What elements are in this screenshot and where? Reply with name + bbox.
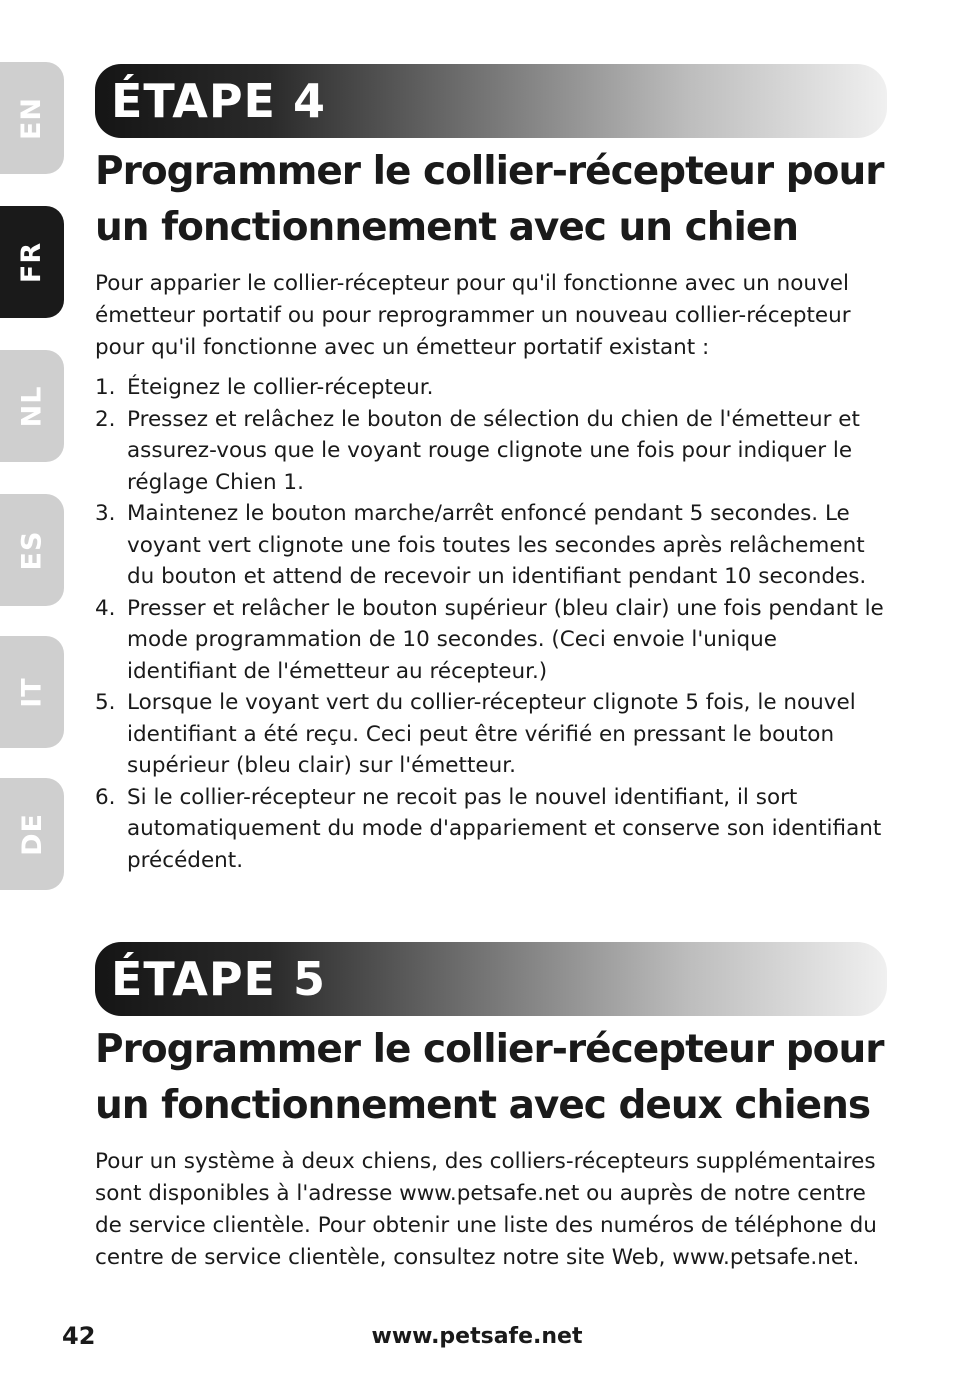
lang-tab-es[interactable] [0,494,64,606]
list-item [95,404,885,499]
list-item-text: Pressez et relâchez le bouton de sélection du chien de l'émetteur et assurez-vous que le voyant rouge clignote une fois pour indiquer le réglage Chien 1. [127,406,860,495]
list-item-text: Si le collier-récepteur ne recoit pas le nouvel identifiant, il sort automatiquement du mode d'appariement et conserve son identifiant précédent. [127,784,882,873]
step4-instructions [95,372,885,876]
lang-tab-label: ES [16,530,48,570]
step4-intro: Pour apparier le collier-récepteur pour qu'il fonctionne avec un nouvel émetteur portatif ou pour reprogrammer un nouveau collier-récepteur pour qu'il fonctionne avec un émetteur portatif existant : [95,271,851,360]
list-item [95,782,885,877]
list-item [95,498,885,593]
lang-tab-nl[interactable] [0,350,64,462]
list-item [95,593,885,688]
list-item-number: 1. [95,375,116,400]
list-item [95,372,885,404]
list-item-number: 3. [95,501,116,526]
footer-url: www.petsafe.net [371,1324,583,1349]
lang-tab-it[interactable] [0,636,64,748]
lang-tab-label: EN [16,96,48,140]
step5-body: Pour un système à deux chiens, des colliers-récepteurs supplémentaires sont disponibles à l'adresse www.petsafe.net ou auprès de notre centre de service clientèle. Pour obtenir une liste des numéros de téléphone du centre de service clientèle, consultez notre site Web, www.petsafe.net. [95,1149,877,1270]
lang-tab-fr[interactable] [0,206,64,318]
list-item-text: Éteignez le collier-récepteur. [127,375,434,400]
lang-tab-en[interactable] [0,62,64,174]
list-item-number: 4. [95,595,116,621]
lang-tab-label: NL [16,385,48,427]
list-item-text: Lorsque le voyant vert du collier-récepteur clignote 5 fois, le nouvel identifiant a été reçu. Ceci peut être vérifié en pressant le bouton supérieur (bleu clair) sur l'émetteur. [127,690,856,778]
list-item-text: Maintenez le bouton marche/arrêt enfoncé pendant 5 secondes. Le voyant vert clignote une fois toutes les secondes après relâchement du bouton et attend de recevoir un identifiant pendant 10 secondes. [127,501,867,589]
lang-tab-label: IT [16,676,48,708]
list-item [95,687,885,782]
list-item-number: 2. [95,406,116,432]
step4-title: Programmer le collier-récepteur pour un fonctionnement avec un chien [95,149,884,250]
step4-label: ÉTAPE 4 [111,74,326,128]
page-number: 42 [62,1322,96,1350]
step4-banner [95,64,887,138]
step5-label: ÉTAPE 5 [111,952,326,1006]
list-item-number: 5. [95,690,116,715]
lang-tab-de[interactable] [0,778,64,890]
list-item-text: Presser et relâcher le bouton supérieur (bleu clair) une fois pendant le mode programmation de 10 secondes. (Ceci envoie l'unique identifiant de l'émetteur au récepteur.) [127,595,884,684]
step5-banner [95,942,887,1016]
lang-tab-label: DE [16,812,48,856]
list-item-number: 6. [95,784,116,810]
step5-title: Programmer le collier-récepteur pour un fonctionnement avec deux chiens [95,1027,884,1128]
lang-tab-label: FR [16,241,48,283]
